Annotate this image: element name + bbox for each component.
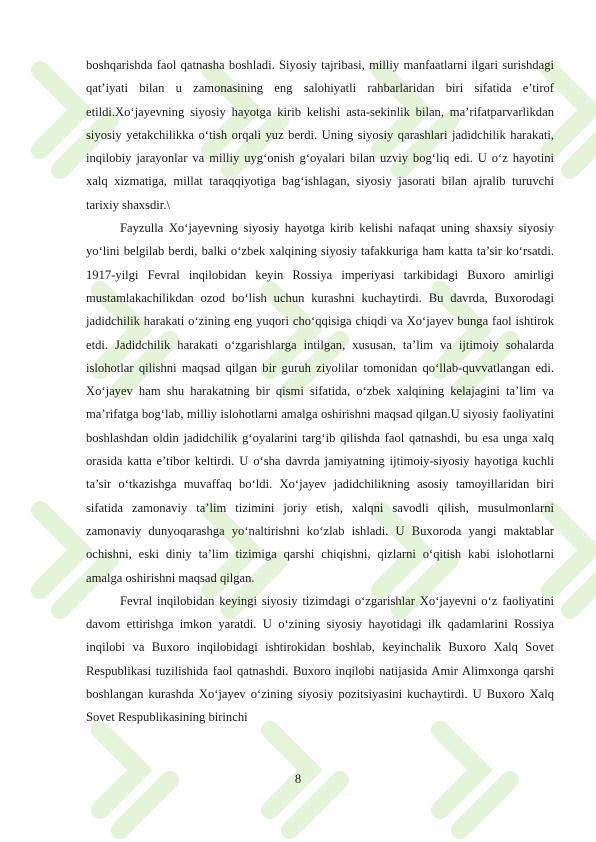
watermark-chevron bbox=[270, 730, 310, 810]
paragraph-fevral: Fevral inqilobidan keyingi siyosiy tizimdagi o‘zgarishlar Xo‘jayevni o‘z faoliyatini davom ettirishga imkon yaratdi. U o‘zining siyosiy hayotidagi ilk qadamlarini Rossiya inqilobi va Buxoro inqilobidagi ishtirokidan boshlab, keyinchalik Buxoro Xalq Sovet Respublikasi tuzilishida faol qatnashdi. Buxoro inqilobi natijasida Amir Alimxonga qarshi boshlangan kurashda Xo‘jayev o‘zining siyosiy pozitsiyasini kuchaytirdi. U Buxoro Xalq Sovet Respublikasining birinchi bbox=[86, 593, 554, 725]
paragraph-continuation: boshqarishda faol qatnasha boshladi. Siyosiy tajribasi, milliy manfaatlarni ilgari surishdagi qat’iyati bilan u zamonasining eng salohiyatli rahbarlaridan biri sifatida e’tirof etildi.Xo‘jayevning siyosiy hayotga kirib kelishi asta-sekinlik bilan, ma’rifatparvarlikdan siyosiy yetakchilikka o‘tish orqali yuz berdi. Uning siyosiy qarashlari jadidchilik harakati, inqilobiy jarayonlar va milliy uyg‘onish g‘oyalari bilan uzviy bog‘liq edi. U o‘z hayotini xalq xizmatiga, millat taraqqiyotiga bag‘ishlagan, siyosiy jasorati bilan ajralib turuvchi tarixiy shaxsdir.\ bbox=[86, 58, 554, 212]
watermark-stroke bbox=[120, 780, 170, 830]
watermark-chevron bbox=[100, 730, 140, 810]
watermark-stroke bbox=[460, 780, 510, 830]
watermark-chevron bbox=[440, 730, 480, 810]
watermark-chevron bbox=[40, 510, 80, 590]
watermark-chevron bbox=[40, 70, 80, 150]
paragraph-fayzulla: Fayzulla Xo‘jayevning siyosiy hayotga kirib kelishi nafaqat uning shaxsiy siyosiy yo‘lini belgilab berdi, balki o‘zbek xalqining siyosiy tafakkuriga ham katta ta’sir ko‘rsatdi. 1917-yilgi Fevral inqilobidan keyin Rossiya imperiyasi tarkibidagi Buxoro amirligi mustamlakachilikdan ozod bo‘lish uchun kurashni kuchaytirdi. Bu davrda, Buxorodagi jadidchilik harakati o‘zining eng yuqori cho‘qqisiga chiqdi va Xo‘jayev bunga faol ishtirok etdi. Jadidchilik harakati o‘zgarishlarga intilgan, xususan, ta’lim va ijtimoiy sohalarda islohotlar qilishni maqsad qilgan bir guruh ziyolilar tomonidan qo‘llab-quvvatlangan edi. Xo‘jayev ham shu harakatning bir qismi sifatida, o‘zbek xalqining kelajagini ta’lim va ma’rifatga bog‘lab, milliy islohotlarni amalga oshirishni maqsad qilgan.U siyosiy faoliyatini boshlashdan oldin jadidchilik g‘oyalarini targ‘ib qilishda faol qatnashdi, bu esa unga xalq orasida katta e’tibor keltirdi. U o‘sha davrda jamiyatning ijtimoiy-siyosiy hayotiga kuchli ta’sir o‘tkazishga muvaffaq bo‘ldi. Xo‘jayev jadidchilikning asosiy tamoyillaridan biri sifatida zamonaviy ta’lim tizimini joriy etish, xalqni savodli qilish, musulmonlarni zamonaviy dunyoqarashga yo‘naltirishni ko‘zlab ishladi. U Buxoroda yangi maktablar ochishni, eski diniy ta’lim tizimiga qarshi chiqishni, qizlarni o‘qitish kabi islohotlarni amalga oshirishni maqsad qilgan. bbox=[86, 221, 554, 585]
watermark-chevron bbox=[550, 70, 590, 150]
watermark-stroke bbox=[290, 780, 340, 830]
watermark-chevron bbox=[550, 510, 590, 590]
watermark-stroke bbox=[570, 120, 596, 170]
page-number: 8 bbox=[294, 772, 302, 786]
watermark-stroke bbox=[570, 560, 596, 610]
page-body bbox=[86, 54, 554, 730]
